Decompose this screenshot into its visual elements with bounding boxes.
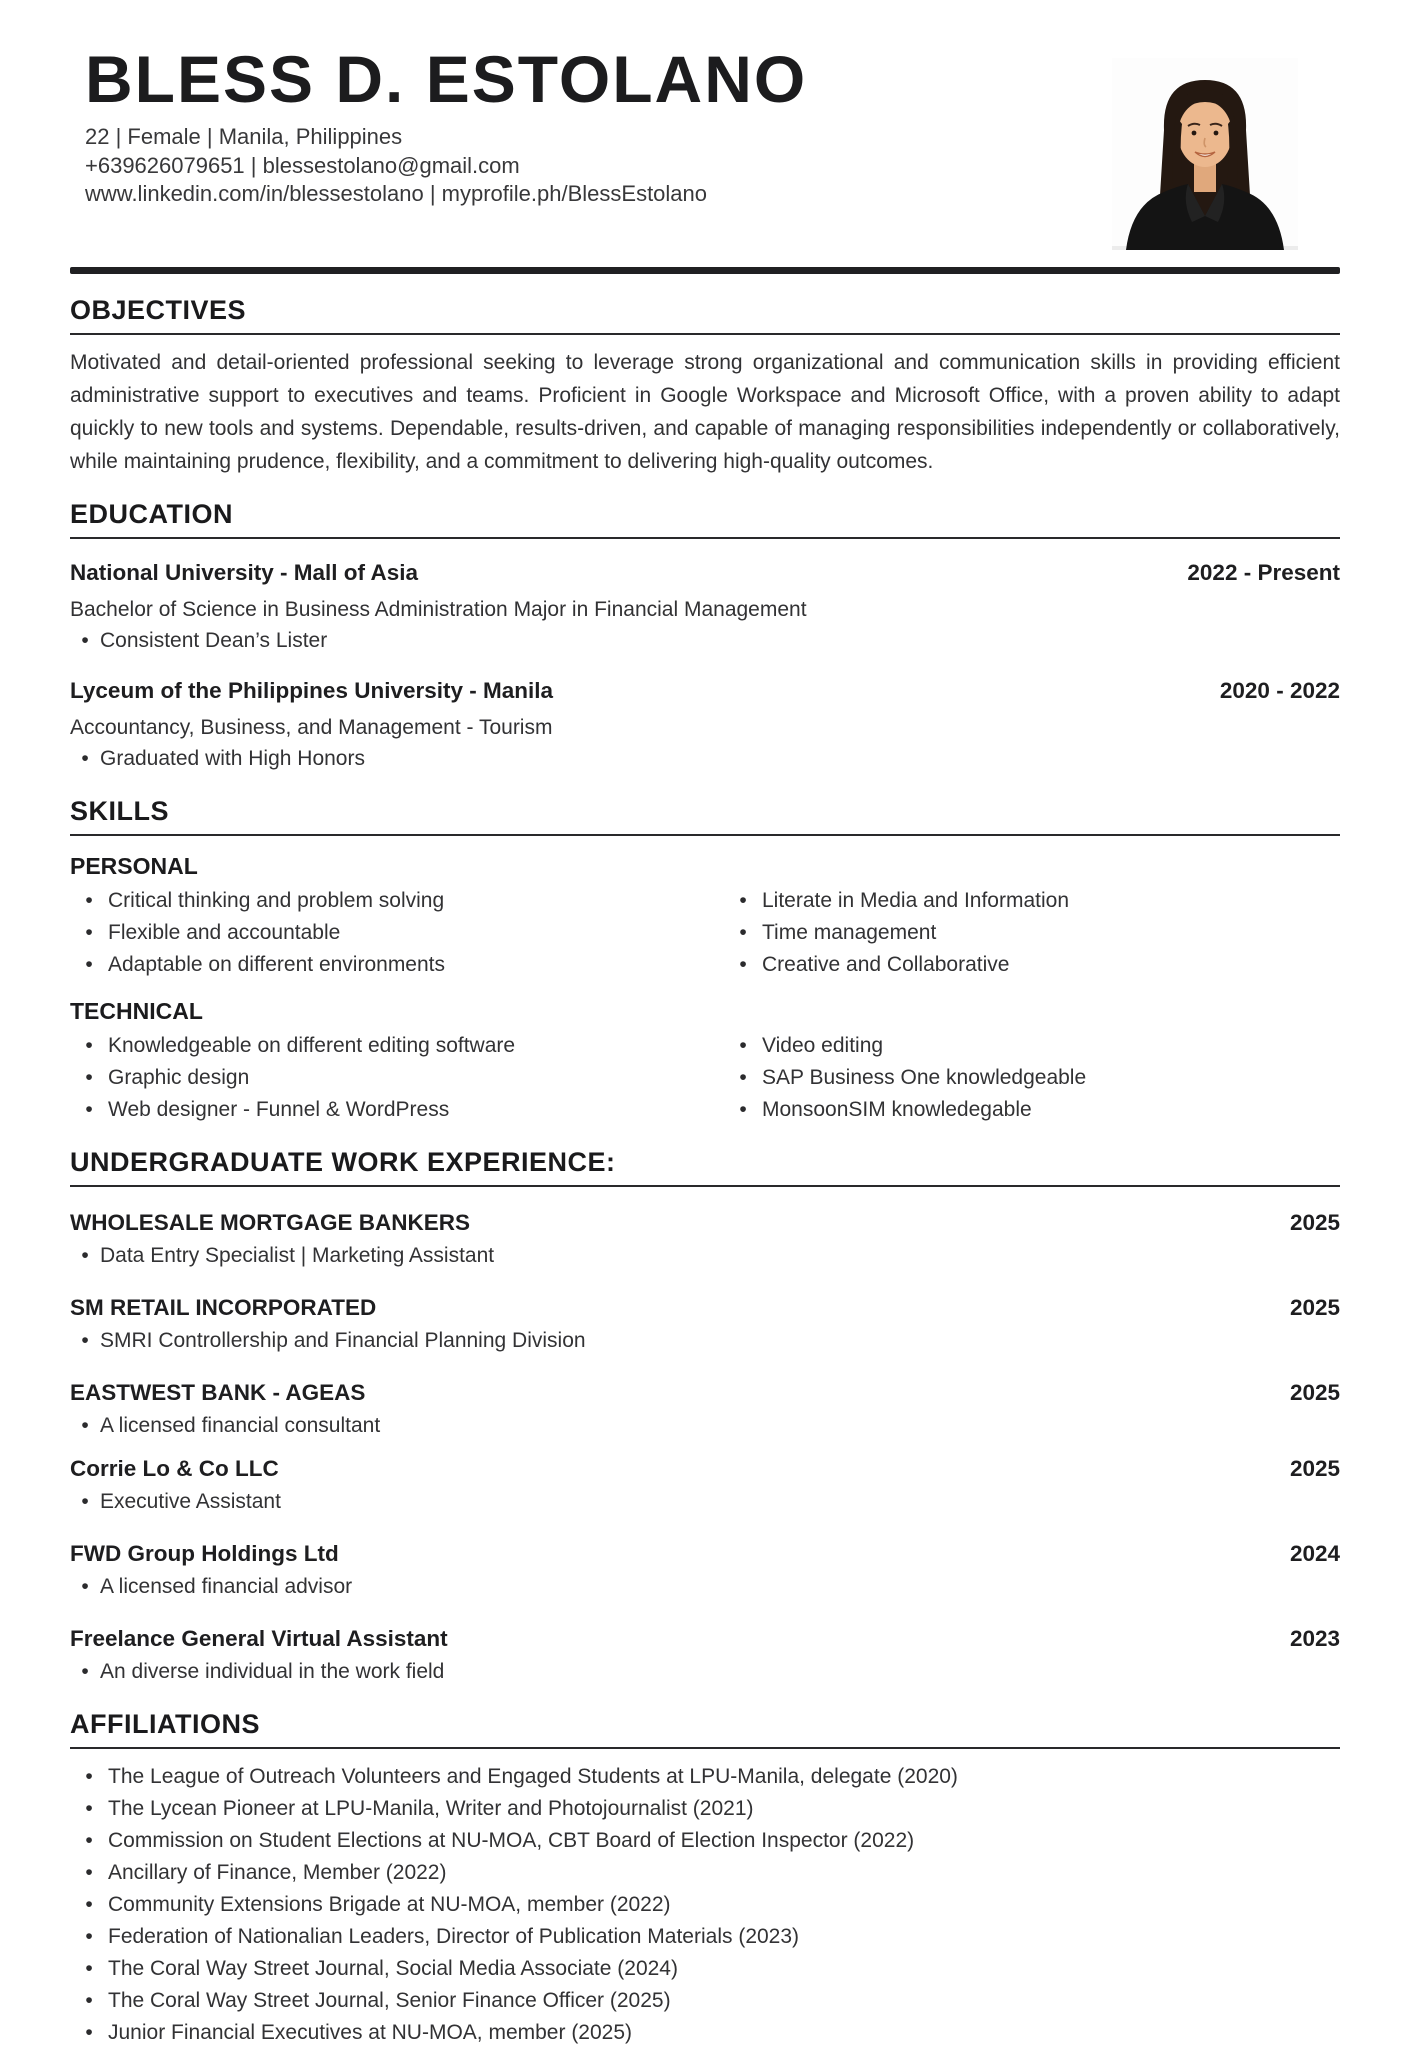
skills-rule xyxy=(70,834,1340,836)
skills-heading: SKILLS xyxy=(70,795,170,826)
skill-item: • Video editing xyxy=(724,1030,1340,1062)
affiliation-item: • Ancillary of Finance, Member (2022) xyxy=(70,1857,1340,1889)
person-name: BLESS D. ESTOLANO xyxy=(85,42,808,116)
skill-item: • Time management xyxy=(724,917,1340,949)
education-entry xyxy=(70,678,1340,775)
company-name: WHOLESALE MORTGAGE BANKERS xyxy=(70,1209,471,1235)
experience-year: 2024 xyxy=(1289,1540,1340,1566)
affiliation-item: • The Lycean Pioneer at LPU-Manila, Writer and Photojournalist (2021) xyxy=(70,1793,1340,1825)
education-heading: EDUCATION xyxy=(70,498,233,529)
program-name: Accountancy, Business, and Management - Tourism xyxy=(70,715,553,739)
education-honor: • Graduated with High Honors xyxy=(70,743,1340,775)
section-experience xyxy=(70,1147,1340,1688)
experience-role: • A licensed financial consultant xyxy=(70,1410,1340,1442)
experience-year: 2025 xyxy=(1289,1379,1340,1405)
skill-item: • Literate in Media and Information xyxy=(724,885,1340,917)
company-name: EASTWEST BANK - AGEAS xyxy=(70,1379,366,1405)
header-divider xyxy=(70,267,1340,274)
skill-item: • Critical thinking and problem solving xyxy=(70,885,724,917)
contact-links: www.linkedin.com/in/blessestolano | myprofile.ph/BlessEstolano xyxy=(85,181,708,207)
experience-role: • Executive Assistant xyxy=(70,1486,1340,1518)
affiliation-item: • The League of Outreach Volunteers and Engaged Students at LPU-Manila, delegate (2020) xyxy=(70,1761,1340,1793)
experience-entry xyxy=(70,1541,1340,1603)
objectives-text: Motivated and detail-oriented professional seeking to leverage strong organizational and communication skills in providing efficient administrative support to executives and teams. Proficient in Google Workspace and Microsoft Office, with a proven ability to adapt quickly to new tools and systems. Dependable, results-driven, and capable of managing responsibilities independently or collaboratively, while maintaining prudence, flexibility, and a commitment to delivering high-quality outcomes. xyxy=(70,350,1340,473)
experience-entry xyxy=(70,1456,1340,1518)
affiliation-item: • The Coral Way Street Journal, Senior Finance Officer (2025) xyxy=(70,1985,1340,2017)
skill-item: • Creative and Collaborative xyxy=(724,949,1340,981)
skills-technical-columns xyxy=(70,1030,1340,1126)
experience-role: • Data Entry Specialist | Marketing Assistant xyxy=(70,1240,1340,1272)
experience-year: 2025 xyxy=(1289,1455,1340,1481)
objectives-rule xyxy=(70,333,1340,335)
skill-item: • Web designer - Funnel & WordPress xyxy=(70,1094,724,1126)
affiliation-item: • The Coral Way Street Journal, Social Media Associate (2024) xyxy=(70,1953,1340,1985)
affiliation-item: • Community Extensions Brigade at NU-MOA, member (2022) xyxy=(70,1889,1340,1921)
skill-item: • Flexible and accountable xyxy=(70,917,724,949)
profile-photo xyxy=(1112,58,1298,250)
skill-item: • Knowledgeable on different editing software xyxy=(70,1030,724,1062)
section-objectives xyxy=(70,295,1340,478)
experience-entry xyxy=(70,1210,1340,1272)
experience-entry xyxy=(70,1295,1340,1357)
affiliation-item: • Junior Financial Executives at NU-MOA, member (2025) xyxy=(70,2017,1340,2049)
experience-role: • SMRI Controllership and Financial Planning Division xyxy=(70,1325,1340,1357)
skills-personal-columns xyxy=(70,885,1340,981)
objectives-heading: OBJECTIVES xyxy=(70,294,247,325)
experience-year: 2025 xyxy=(1289,1209,1340,1235)
affiliations-heading: AFFILIATIONS xyxy=(70,1708,260,1739)
affiliation-item: • Federation of Nationalian Leaders, Director of Publication Materials (2023) xyxy=(70,1921,1340,1953)
education-entry xyxy=(70,560,1340,657)
experience-entry xyxy=(70,1626,1340,1688)
contact-phone-email: +639626079651 | blessestolano@gmail.com xyxy=(85,152,520,178)
affiliations-list xyxy=(70,1761,1340,2049)
program-name: Bachelor of Science in Business Administration Major in Financial Management xyxy=(70,597,807,621)
skills-technical-label: TECHNICAL xyxy=(70,997,203,1024)
company-name: FWD Group Holdings Ltd xyxy=(70,1540,339,1566)
header xyxy=(70,42,1340,209)
school-name: Lyceum of the Philippines University - Manila xyxy=(70,677,554,703)
affiliations-rule xyxy=(70,1747,1340,1749)
company-name: SM RETAIL INCORPORATED xyxy=(70,1294,377,1320)
school-name: National University - Mall of Asia xyxy=(70,559,418,585)
experience-entry xyxy=(70,1380,1340,1442)
contact-age-gender-location: 22 | Female | Manila, Philippines xyxy=(85,124,403,150)
education-dates: 2022 - Present xyxy=(1187,559,1340,585)
experience-year: 2023 xyxy=(1289,1625,1340,1651)
company-name: Freelance General Virtual Assistant xyxy=(70,1625,448,1651)
experience-role: • A licensed financial advisor xyxy=(70,1571,1340,1603)
experience-role: • An diverse individual in the work field xyxy=(70,1656,1340,1688)
section-skills xyxy=(70,796,1340,1126)
experience-year: 2025 xyxy=(1289,1294,1340,1320)
education-honor: • Consistent Dean’s Lister xyxy=(70,625,1340,657)
skill-item: • Adaptable on different environments xyxy=(70,949,724,981)
experience-heading: UNDERGRADUATE WORK EXPERIENCE: xyxy=(70,1146,616,1177)
skill-item: • Graphic design xyxy=(70,1062,724,1094)
affiliation-item: • Commission on Student Elections at NU-MOA, CBT Board of Election Inspector (2022) xyxy=(70,1825,1340,1857)
education-dates: 2020 - 2022 xyxy=(1219,677,1340,703)
section-education xyxy=(70,499,1340,775)
experience-rule xyxy=(70,1185,1340,1187)
profile-photo-illustration xyxy=(1112,58,1298,250)
education-rule xyxy=(70,537,1340,539)
skills-personal-label: PERSONAL xyxy=(70,852,198,879)
section-affiliations xyxy=(70,1709,1340,2049)
skill-item: • SAP Business One knowledgeable xyxy=(724,1062,1340,1094)
skill-item: • MonsoonSIM knowledegable xyxy=(724,1094,1340,1126)
company-name: Corrie Lo & Co LLC xyxy=(70,1455,279,1481)
